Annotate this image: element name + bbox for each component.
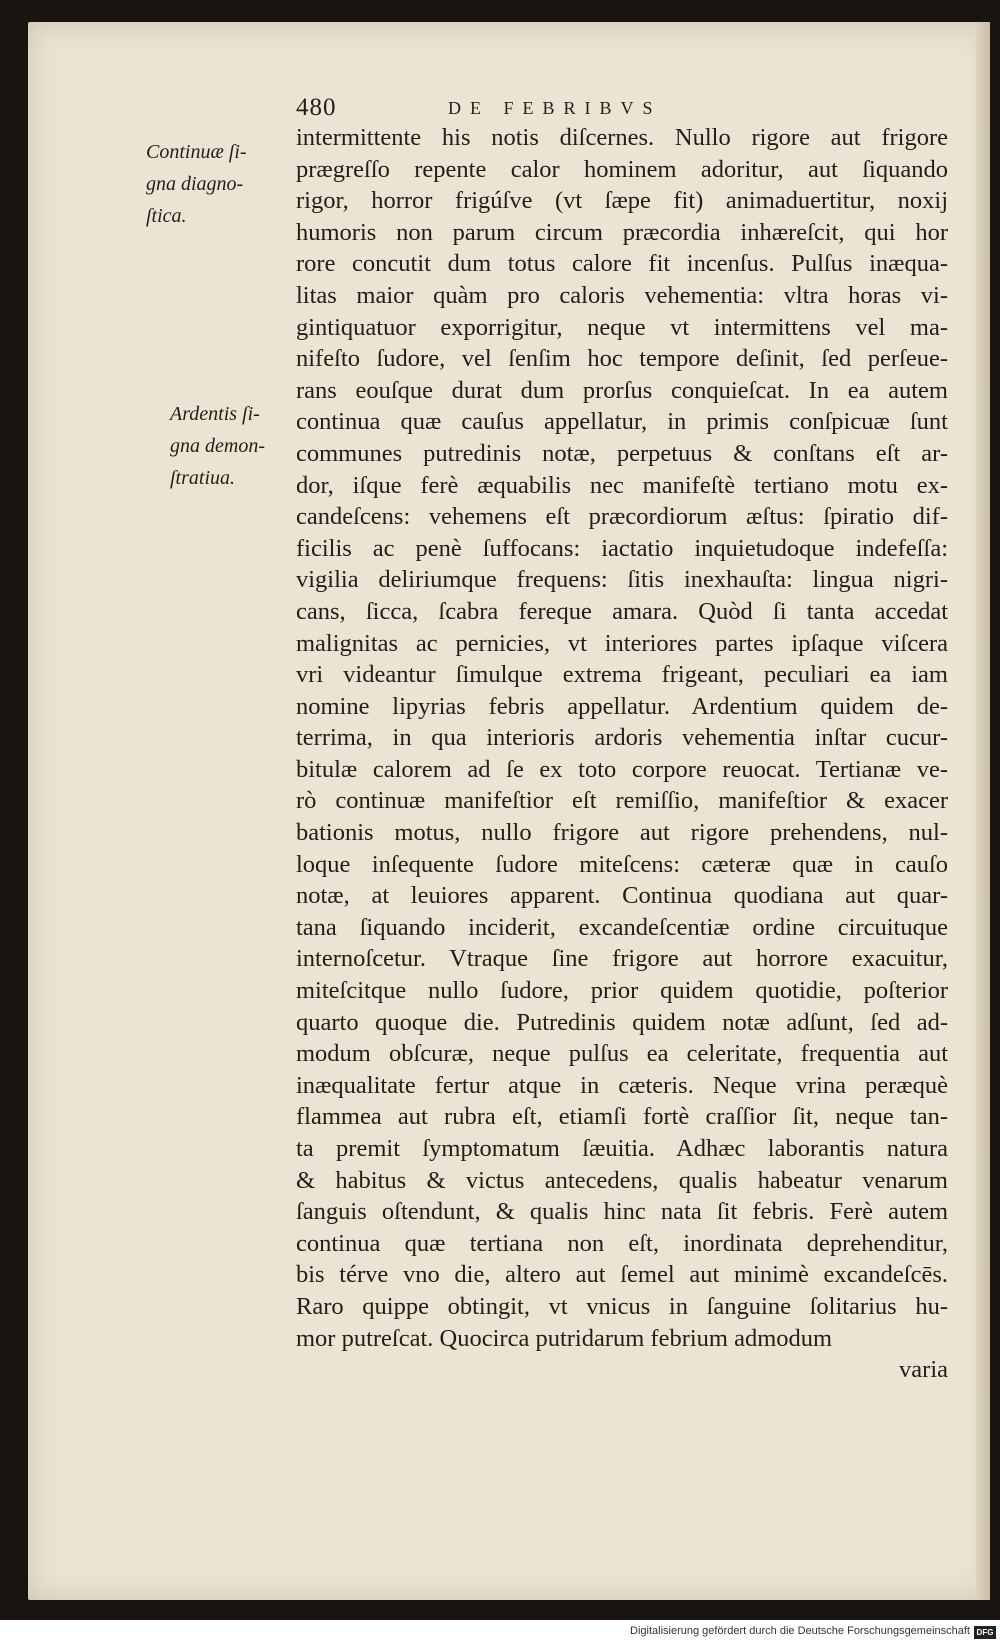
text-line: vri videantur ſimulque extrema frigeant, peculiari ea iam [296,661,948,689]
dfg-logo: DFG [974,1626,996,1639]
text-line: rore concutit dum totus calore fit incenſus. Pulſus inæqua- [296,250,948,278]
funding-credit: Digitalisierung gefördert durch die Deutsche Forschungsgemeinschaft [630,1625,970,1637]
text-line: dor, iſque ferè æquabilis nec manifeſtè tertiano motu ex- [296,471,948,499]
text-line: modum obſcuræ, neque pulſus ea celeritate, frequentia aut [296,1040,948,1068]
text-line: bationis motus, nullo frigore aut rigore prehendens, nul- [296,819,948,847]
text-line: litas maior quàm pro caloris vehementia: vltra horas vi- [296,281,948,309]
text-line: vigilia deliriumque frequens: ſitis inexhauſta: lingua nigri- [296,566,948,594]
text-line: rigor, horror frigúſve (vt ſæpe fit) animaduertitur, noxij [296,187,948,215]
text-line: rans eouſque durat dum prorſus conquieſcat. In ea autem [296,376,948,404]
text-line: bis térve vno die, altero aut ſemel aut minimè excandeſcēs. [296,1261,948,1289]
text-line: loque inſequente ſudore miteſcens: cæteræ quæ in cauſo [296,850,948,878]
margin-note-line: Ardentis ſi- [170,403,260,425]
text-line: mor putreſcat. Quocirca putridarum febrium admodum [296,1324,833,1352]
margin-note-line: gna demon- [170,435,265,457]
text-line: nomine lipyrias febris appellatur. Ardentium quidem de- [296,692,948,720]
margin-note-demonstratiua [170,398,280,494]
text-line: Raro quippe obtingit, vt vnicus in ſanguine ſolitarius hu- [296,1292,948,1320]
margin-note-line: Continuæ ſi- [146,141,247,163]
text-line: internoſcetur. Vtraque ſine frigore aut horrore exacuitur, [296,945,948,973]
text-line: ta premit ſymptomatum ſæuitia. Adhæc laborantis natura [296,1135,948,1162]
page-header [296,94,940,124]
page-number: 480 [296,94,337,121]
text-line: flammea aut rubra eſt, etiamſi fortè craſſior ſit, neque tan- [296,1103,948,1131]
margin-note-line: gna diagno- [146,173,244,195]
text-line: terrima, in qua interioris ardoris vehementia inſtar cucur- [296,724,948,752]
text-line: bitulæ calorem ad ſe ex toto corpore reuocat. Tertianæ ve- [296,755,948,783]
page-edge [976,22,990,1600]
text-line: continua quæ tertiana non eſt, inordinata deprehenditur, [296,1229,948,1257]
text-line: rò continuæ manifeſtior eſt remiſſio, manifeſtior & exacer [296,787,948,815]
body-text [296,122,948,1386]
catchword: varia [899,1356,948,1384]
text-line: gintiquatuor exporrigitur, neque vt intermittens vel ma- [296,313,948,341]
text-line: communes putredinis notæ, perpetuus & conſtans eſt ar- [296,439,948,467]
running-title: DE FEBRIBVS [448,98,662,118]
margin-note-diagnostica [146,136,276,232]
text-line: ſanguis oſtendunt, & qualis hinc nata ſit febris. Ferè autem [296,1198,948,1226]
margin-note-line: ſtica. [146,205,187,227]
text-line: ficilis ac penè ſuffocans: iactatio inquietudoque indefeſſa: [296,534,948,562]
text-line: notæ, at leuiores apparent. Continua quodiana aut quar- [296,882,948,910]
text-line: continua quæ cauſus appellatur, in primis conſpicuæ ſunt [296,408,948,436]
text-line: intermittente his notis diſcernes. Nullo rigore aut frigore [296,124,948,151]
text-line: tana ſiquando inciderit, excandeſcentiæ ordine circuituque [296,913,948,941]
text-line: nifeſto ſudore, vel ſenſim hoc tempore deſinit, ſed perſeue- [296,345,948,373]
margin-note-line: ſtratiua. [170,467,236,489]
text-line: malignitas ac pernicies, vt interiores partes ipſaque viſcera [296,629,948,657]
text-line: miteſcitque nullo ſudore, prior quidem quotidie, poſterior [296,977,948,1005]
text-line: inæqualitate fertur atque in cæteris. Neque vrina peræquè [296,1071,948,1099]
text-line: & habitus & victus antecedens, qualis habeatur venarum [296,1166,948,1194]
text-line: humoris non parum circum præcordia inhæreſcit, qui hor [296,218,948,246]
text-line: prægreſſo repente calor hominem adoritur, aut ſiquando [296,155,948,183]
text-line: quarto quoque die. Putredinis quidem notæ adſunt, ſed ad- [296,1008,948,1036]
text-line: cans, ſicca, ſcabra fereque amara. Quòd ſi tanta accedat [296,597,948,625]
text-line: candeſcens: vehemens eſt præcordiorum æſtus: ſpiratio dif- [296,503,948,531]
digitization-footer [0,1624,1000,1643]
